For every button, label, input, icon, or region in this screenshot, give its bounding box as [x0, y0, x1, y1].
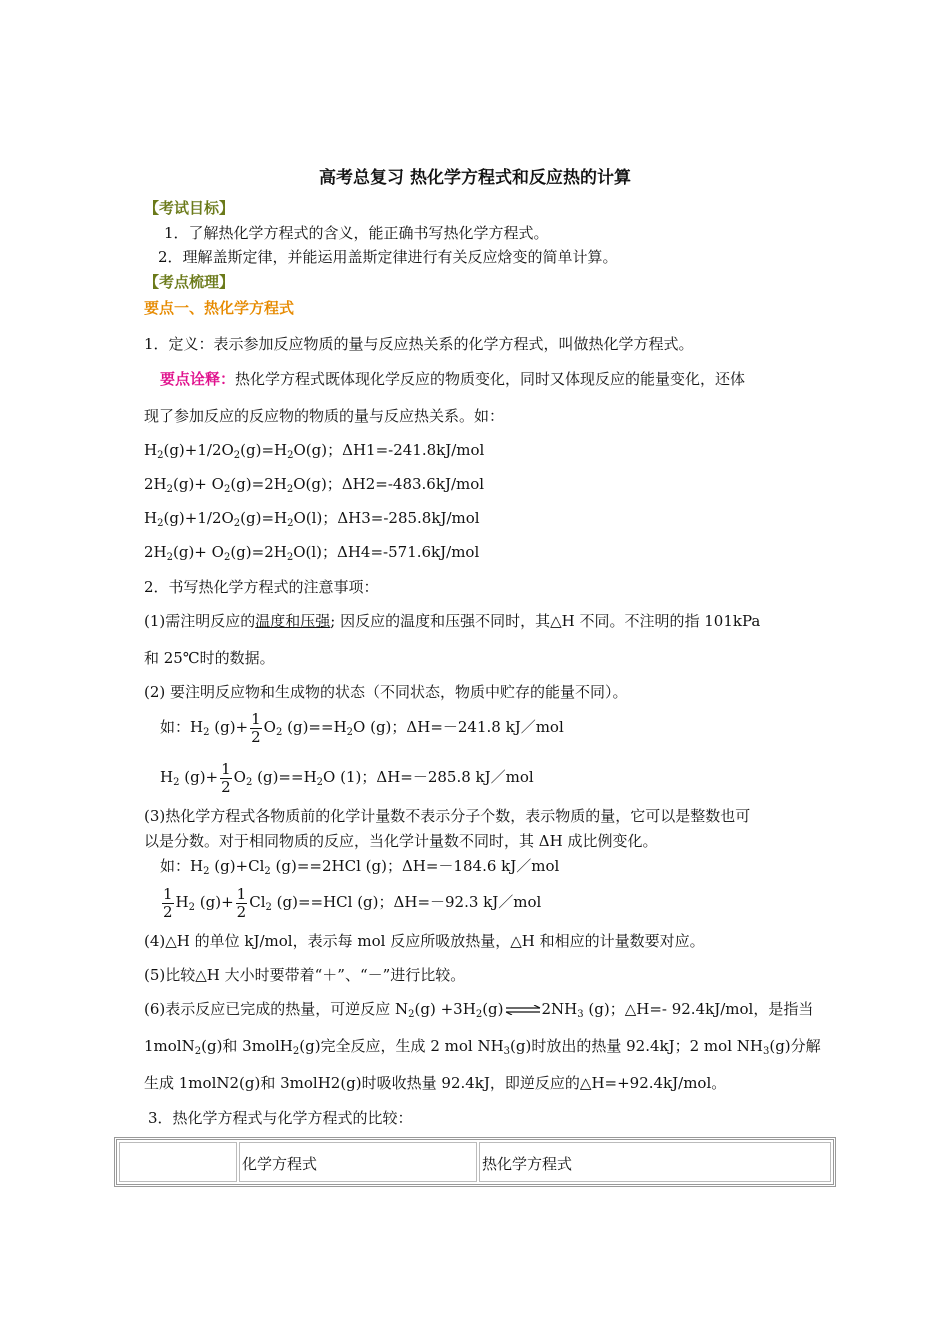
equation-1-dh: ΔH1=-241.8kJ/mol	[342, 441, 485, 459]
note-5: (5)比较△H 大小时要带着“＋”、“－”进行比较。	[144, 966, 466, 984]
note-2-example-2: $H_2$ (g)+ $\frac{1}{2}$ $O_2$ $(g)==H_2O$ (1)；ΔH=－285.8 kJ／mol	[160, 759, 534, 796]
comparison-table	[114, 1137, 836, 1187]
compare-heading: 3．热化学方程式与化学方程式的比较：	[148, 1109, 413, 1127]
explain-label: 要点诠释：	[160, 370, 236, 388]
note-3-example-2: $\frac{1}{2}$ $H_2$ (g)+ $\frac{1}{2}$ $Cl_2$ (g)==HCl (g)；ΔH=－92.3 kJ／mol	[163, 884, 542, 921]
equation-3: $H_2(g)+1/2O_2(g)=H_2O(l)$；ΔH3=-285.8kJ/mol	[144, 509, 480, 529]
fraction-half: $\frac{1}{2}$	[251, 709, 261, 746]
note-3-example-1: 如：$H_2$ $(g)+Cl_2$ (g)==2HCl (g)；ΔH=－184.6 kJ／mol	[160, 857, 560, 877]
fraction-half: $\frac{1}{2}$	[236, 884, 247, 921]
table-header-thermochemical-equation: 热化学方程式	[479, 1142, 831, 1182]
table-row	[119, 1142, 831, 1182]
note-1-cont: 和 25℃时的数据。	[144, 649, 275, 667]
note-1-text-a: (1)需注明反应的	[144, 612, 256, 630]
note-6-dh: △H=- 92.4kJ/mol，是指当	[624, 1000, 814, 1018]
points-heading: 【考点梳理】	[144, 273, 235, 291]
note-3-line-2: 以是分数。对于相同物质的反应，当化学计量数不同时，其 ΔH 成比例变化。	[144, 832, 658, 850]
note-3-example-1-dh: ΔH=－184.6 kJ／mol	[401, 857, 560, 875]
equation-2: $2H_2(g)+ O_2(g)=2H_2O(g)$；ΔH2=-483.6kJ/mol	[144, 475, 485, 495]
note-6-line-1: (6)表示反应已完成的热量，可逆反应 $N_2(g) +3H_2(g)$ $2NH_3$ (g)；△H=- 92.4kJ/mol，是指当	[144, 1000, 814, 1020]
note-1-underline: 温度和压强	[255, 612, 331, 630]
note-2: (2) 要注明反应物和生成物的状态（不同状态，物质中贮存的能量不同）。	[144, 683, 628, 701]
table-cell-empty	[119, 1142, 237, 1182]
exam-goals-heading: 【考试目标】	[144, 199, 235, 217]
definition: 1．定义：表示参加反应物质的量与反应热关系的化学方程式，叫做热化学方程式。	[144, 335, 694, 353]
goal-2: 2．理解盖斯定律，并能运用盖斯定律进行有关反应焓变的简单计算。	[158, 248, 618, 266]
equation-1: $H_2(g)+1/2O_2(g)=H_2O(g)$；ΔH1=-241.8kJ/mol	[144, 441, 485, 461]
goal-1: 1．了解热化学方程式的含义，能正确书写热化学方程式。	[164, 224, 549, 242]
equation-2-dh: ΔH2=-483.6kJ/mol	[341, 475, 485, 493]
note-6-line-3: 生成 1molN2(g)和 3molH2(g)时吸收热量 92.4kJ，即逆反应的△H=+92.4kJ/mol。	[144, 1074, 727, 1092]
equation-4: $2H_2(g)+ O_2(g)=2H_2O(l)$；ΔH4=-571.6kJ/mol	[144, 543, 480, 563]
note-4: (4)△H 的单位 kJ/mol，表示每 mol 反应所吸放热量，△H 和相应的计量数要对应。	[144, 932, 705, 950]
fraction-half: $\frac{1}{2}$	[163, 884, 173, 921]
page-title: 高考总复习 热化学方程式和反应热的计算	[319, 168, 631, 188]
table-header-chemical-equation: 化学方程式	[239, 1142, 477, 1182]
note-3-example-2-dh: ΔH=－92.3 kJ／mol	[393, 893, 542, 911]
note-2-example-1: 如：$H_2$ (g)+ $\frac{1}{2}$ $O_2$ $(g)==H_2O$ (g)；ΔH=－241.8 kJ／mol	[160, 709, 564, 746]
equilibrium-arrow-icon	[504, 1005, 542, 1015]
equation-3-dh: ΔH3=-285.8kJ/mol	[337, 509, 480, 527]
note-1	[144, 611, 760, 631]
note-3-line-1: (3)热化学方程式各物质前的化学计量数不表示分子个数，表示物质的量，它可以是整数也可	[144, 807, 751, 825]
fraction-half: $\frac{1}{2}$	[221, 759, 231, 796]
explain-line-1	[160, 369, 745, 389]
key-point-1-heading: 要点一、热化学方程式	[144, 299, 295, 317]
note-2-example-1-dh: ΔH=－241.8 kJ／mol	[406, 718, 564, 736]
explain-line-2: 现了参加反应的反应物的物质的量与反应热关系。如：	[144, 407, 505, 425]
explain-text-1: 热化学方程式既体现化学反应的物质变化，同时又体现反应的能量变化，还体	[235, 370, 746, 388]
notes-heading: 2．书写热化学方程式的注意事项：	[144, 578, 379, 596]
note-6-line-2: 1molN$_2$(g)和 3molH$_2$(g)完全反应，生成 2 mol $NH_3(g)$时放出的热量 92.4kJ；2 mol $NH_3(g)$分解	[144, 1037, 821, 1057]
note-2-example-2-dh: ΔH=－285.8 kJ／mol	[376, 768, 534, 786]
equation-4-dh: ΔH4=-571.6kJ/mol	[337, 543, 480, 561]
note-1-text-b: ; 因反应的温度和压强不同时，其△H 不同。不注明的指 101kPa	[330, 612, 761, 630]
